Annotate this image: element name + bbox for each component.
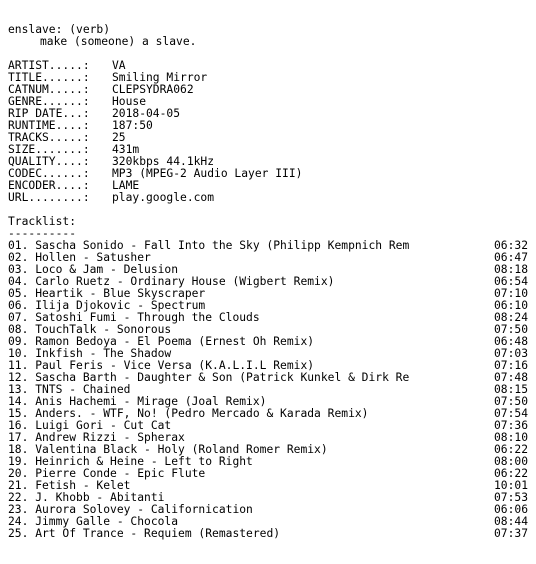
- release-info: [8, 60, 528, 204]
- track-title: 08. TouchTalk - Sonorous: [8, 324, 172, 336]
- track-duration: 06:10: [493, 299, 528, 312]
- track-row: [8, 300, 528, 312]
- track-title: 23. Aurora Solovey - Californication: [8, 504, 253, 516]
- track-duration: 06:47: [493, 251, 528, 264]
- tracklist-heading: Tracklist:: [8, 215, 77, 228]
- tracklist: [8, 240, 528, 540]
- track-title: 05. Heartik - Blue Skyscraper: [8, 288, 206, 300]
- track-duration: 06:06: [493, 503, 528, 516]
- track-duration: 08:00: [493, 455, 528, 468]
- nfo-document: [8, 24, 528, 540]
- field-value: CLEPSYDRA062: [112, 83, 194, 96]
- track-title: 12. Sascha Barth - Daughter & Son (Patrick Kunkel & Dirk Re: [8, 372, 410, 384]
- track-row: [8, 264, 528, 276]
- track-row: [8, 276, 528, 288]
- track-duration: 08:24: [493, 311, 528, 324]
- track-duration: 08:18: [493, 263, 528, 276]
- field-key: CATNUM.....:: [8, 83, 90, 96]
- track-row: [8, 408, 528, 420]
- track-duration: 06:54: [493, 275, 528, 288]
- field-value: play.google.com: [112, 191, 215, 204]
- track-row: [8, 336, 528, 348]
- track-title: 03. Loco & Jam - Delusion: [8, 264, 179, 276]
- field-key: RIP DATE...:: [8, 107, 90, 120]
- track-row: [8, 516, 528, 528]
- blank-line: [8, 204, 528, 216]
- track-duration: 08:10: [493, 431, 528, 444]
- field-url: [8, 192, 528, 204]
- track-row: [8, 456, 528, 468]
- field-key: CODEC......:: [8, 167, 90, 180]
- track-row: [8, 288, 528, 300]
- track-title: 15. Anders. - WTF, No! (Pedro Mercado & Karada Remix): [8, 408, 369, 420]
- track-title: 07. Satoshi Fumi - Through the Clouds: [8, 312, 260, 324]
- track-row: [8, 360, 528, 372]
- track-row: [8, 504, 528, 516]
- track-title: 19. Heinrich & Heine - Left to Right: [8, 456, 253, 468]
- definition-meaning: make (someone) a slave.: [40, 35, 197, 48]
- track-row: [8, 468, 528, 480]
- field-key: SIZE.......:: [8, 143, 90, 156]
- track-title: 16. Luigi Gori - Cut Cat: [8, 420, 172, 432]
- track-row: [8, 528, 528, 540]
- field-value: MP3 (MPEG-2 Audio Layer III): [112, 167, 303, 180]
- track-row: [8, 252, 528, 264]
- track-title: 06. Ilija Djokovic - Spectrum: [8, 300, 206, 312]
- field-value: 2018-04-05: [112, 107, 181, 120]
- track-row: [8, 396, 528, 408]
- track-row: [8, 492, 528, 504]
- track-title: 02. Hollen - Satusher: [8, 252, 151, 264]
- track-title: 18. Valentina Black - Holy (Roland Romer Remix): [8, 444, 328, 456]
- track-duration: 07:50: [493, 323, 528, 336]
- field-value: Smiling Mirror: [112, 71, 208, 84]
- track-title: 13. TNTS - Chained: [8, 384, 131, 396]
- track-row: [8, 480, 528, 492]
- track-row: [8, 240, 528, 252]
- track-duration: 08:44: [493, 515, 528, 528]
- field-key: TITLE......:: [8, 71, 90, 84]
- track-duration: 07:16: [493, 359, 528, 372]
- track-title: 25. Art Of Trance - Requiem (Remastered): [8, 528, 281, 540]
- field-value: 431m: [112, 143, 140, 156]
- track-row: [8, 348, 528, 360]
- field-value: VA: [112, 59, 126, 72]
- field-key: ENCODER....:: [8, 179, 90, 192]
- track-duration: 06:32: [493, 239, 528, 252]
- track-duration: 07:54: [493, 407, 528, 420]
- field-value: 25: [112, 131, 126, 144]
- field-key: URL........:: [8, 191, 90, 204]
- field-value: 320kbps 44.1kHz: [112, 155, 215, 168]
- track-title: 04. Carlo Ruetz - Ordinary House (Wigbert Remix): [8, 276, 335, 288]
- track-duration: 07:50: [493, 395, 528, 408]
- track-row: [8, 444, 528, 456]
- field-value: House: [112, 95, 147, 108]
- track-title: 20. Pierre Conde - Epic Flute: [8, 468, 206, 480]
- track-title: 17. Andrew Rizzi - Spherax: [8, 432, 185, 444]
- track-duration: 07:53: [493, 491, 528, 504]
- track-duration: 07:48: [493, 371, 528, 384]
- track-title: 21. Fetish - Kelet: [8, 480, 131, 492]
- track-row: [8, 384, 528, 396]
- track-row: [8, 312, 528, 324]
- track-duration: 08:15: [493, 383, 528, 396]
- track-duration: 07:36: [493, 419, 528, 432]
- track-duration: 07:03: [493, 347, 528, 360]
- track-title: 09. Ramon Bedoya - El Poema (Ernest Oh Remix): [8, 336, 315, 348]
- track-duration: 06:22: [493, 443, 528, 456]
- track-duration: 07:37: [493, 527, 528, 540]
- field-key: RUNTIME....:: [8, 119, 90, 132]
- track-row: [8, 432, 528, 444]
- field-key: ARTIST.....:: [8, 59, 90, 72]
- track-duration: 07:10: [493, 287, 528, 300]
- field-key: TRACKS.....:: [8, 131, 90, 144]
- track-row: [8, 420, 528, 432]
- definition-word: enslave: (verb): [8, 23, 111, 36]
- track-title: 10. Inkfish - The Shadow: [8, 348, 172, 360]
- track-title: 01. Sascha Sonido - Fall Into the Sky (Philipp Kempnich Rem: [8, 240, 410, 252]
- track-title: 11. Paul Feris - Vice Versa (K.A.L.I.L Remix): [8, 360, 315, 372]
- tracklist-underline: ----------: [8, 227, 77, 240]
- track-row: [8, 372, 528, 384]
- field-value: 187:50: [112, 119, 153, 132]
- field-value: LAME: [112, 179, 140, 192]
- field-key: QUALITY....:: [8, 155, 90, 168]
- track-duration: 06:48: [493, 335, 528, 348]
- track-title: 14. Anis Hachemi - Mirage (Joal Remix): [8, 396, 267, 408]
- field-key: GENRE......:: [8, 95, 90, 108]
- track-row: [8, 324, 528, 336]
- track-title: 22. J. Khobb - Abitanti: [8, 492, 165, 504]
- track-duration: 10:01: [493, 479, 528, 492]
- track-title: 24. Jimmy Galle - Chocola: [8, 516, 179, 528]
- track-duration: 06:22: [493, 467, 528, 480]
